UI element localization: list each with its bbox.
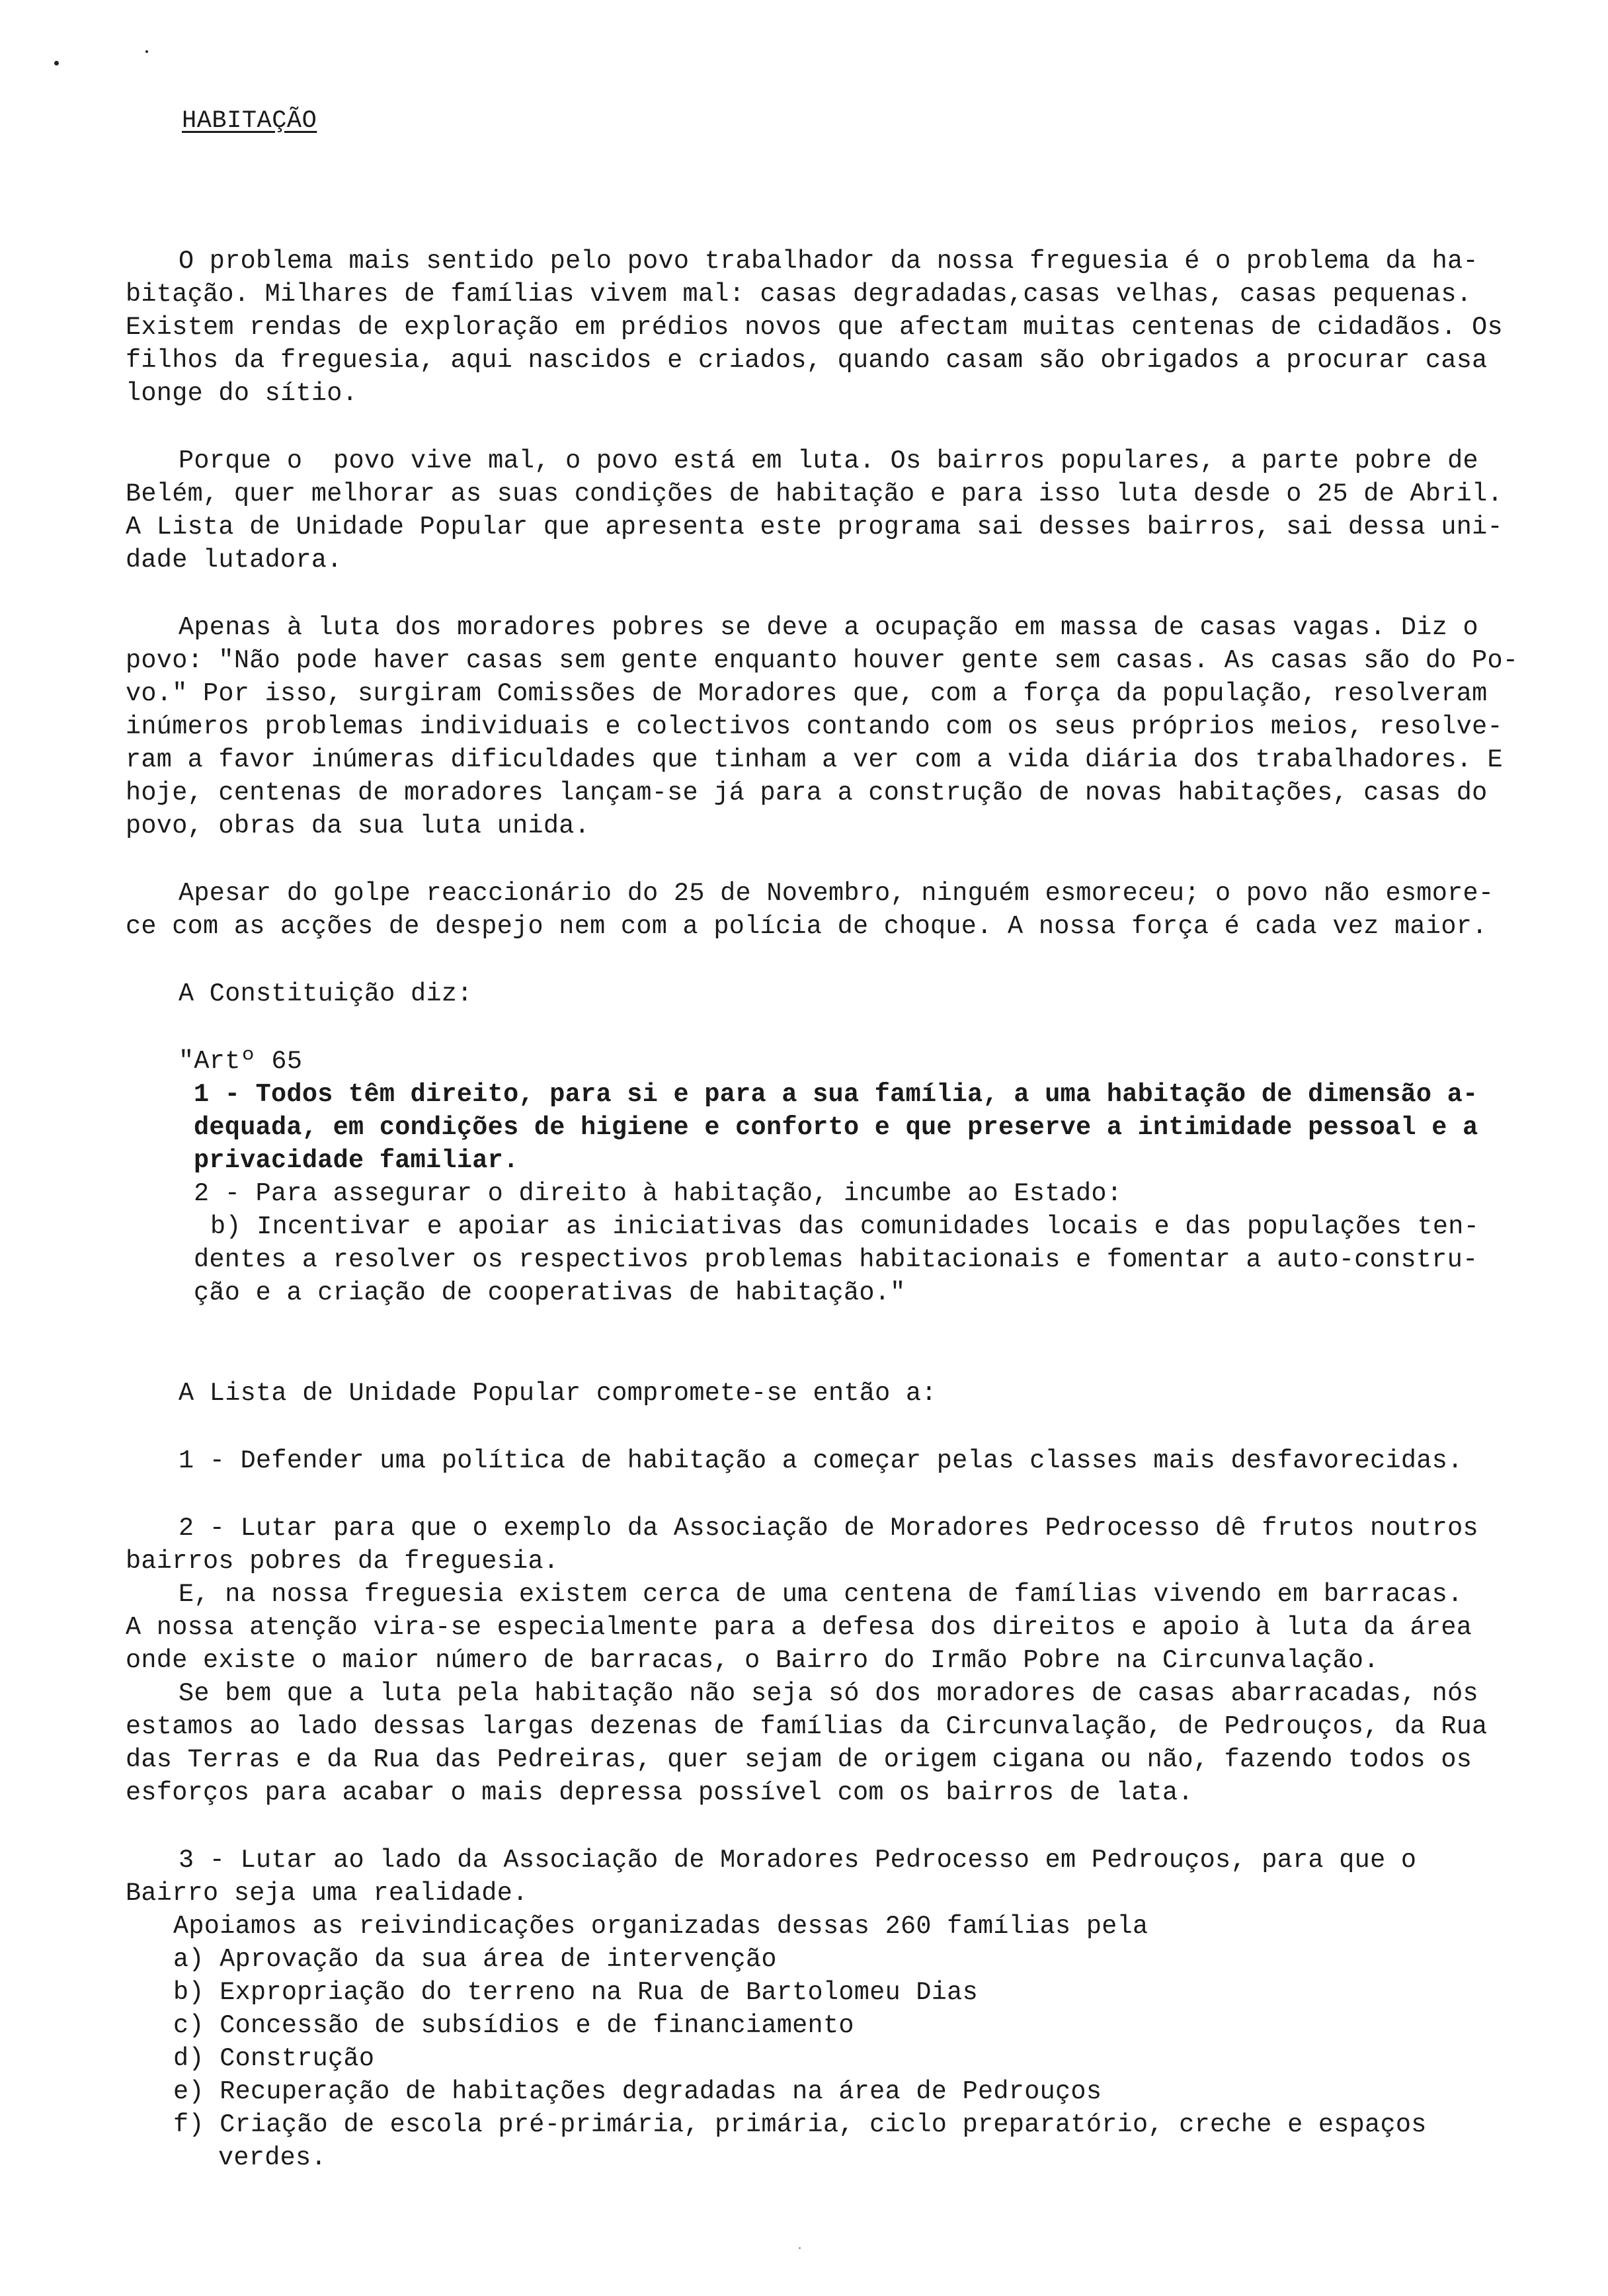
text-line: das Terras e da Rua das Pedreiras, quer sejam de origem cigana ou não, fazendo todos os xyxy=(126,1745,1472,1774)
text-line: longe do sítio. xyxy=(126,379,358,408)
scan-speck xyxy=(145,50,148,53)
text-line: hoje, centenas de moradores lançam-se já para a construção de novas habitações, casas do xyxy=(126,778,1488,807)
document-title: HABITAÇÃO xyxy=(182,107,317,135)
text-line: vo." Por isso, surgiram Comissões de Moradores que, com a força da população, resolveram xyxy=(126,679,1488,708)
text-line: Belém, quer melhorar as suas condições de habitação e para isso luta desde o 25 de Abril. xyxy=(126,479,1503,509)
text-line: ce com as acções de despejo nem com a polícia de choque. A nossa força é cada vez maior. xyxy=(126,912,1488,941)
text-line: Apenas à luta dos moradores pobres se deve a ocupação em massa de casas vagas. Diz o xyxy=(179,613,1478,642)
text-line: c) Concessão de subsídios e de financiamento xyxy=(173,2011,854,2040)
text-line: ção e a criação de cooperativas de habitação." xyxy=(194,1278,906,1307)
text-line: E, na nossa freguesia existem cerca de uma centena de famílias vivendo em barracas. xyxy=(179,1580,1463,1609)
text-line: dentes a resolver os respectivos problemas habitacionais e fomentar a auto-constru- xyxy=(194,1245,1478,1274)
text-line: 2 - Lutar para que o exemplo da Associação de Moradores Pedrocesso dê frutos noutros xyxy=(179,1514,1478,1543)
text-line: Existem rendas de exploração em prédios novos que afectam muitas centenas de cidadãos. Os xyxy=(126,313,1503,342)
text-line: Apoiamos as reivindicações organizadas dessas 260 famílias pela xyxy=(173,1912,1148,1941)
text-line: d) Construção xyxy=(173,2044,375,2073)
text-line: Apesar do golpe reaccionário do 25 de Novembro, ninguém esmoreceu; o povo não esmore- xyxy=(179,879,1494,908)
text-line: povo: "Não pode haver casas sem gente enquanto houver gente sem casas. As casas são do Po- xyxy=(126,646,1519,675)
scan-speck xyxy=(54,61,59,65)
text-line: privacidade familiar. xyxy=(194,1146,519,1175)
text-line: filhos da freguesia, aqui nascidos e criados, quando casam são obrigados a procurar casa xyxy=(126,346,1488,375)
text-line: bairros pobres da freguesia. xyxy=(126,1547,559,1576)
text-line: Se bem que a luta pela habitação não seja só dos moradores de casas abarracadas, nós xyxy=(179,1679,1478,1708)
text-line: A Lista de Unidade Popular que apresenta este programa sai desses bairros, sai dessa uni- xyxy=(126,512,1503,542)
text-line: bitação. Milhares de famílias vivem mal: casas degradadas,casas velhas, casas pequenas. xyxy=(126,280,1472,309)
text-line: O problema mais sentido pelo povo trabalhador da nossa freguesia é o problema da ha- xyxy=(179,247,1478,276)
text-line: esforços para acabar o mais depressa possível com os bairros de lata. xyxy=(126,1778,1193,1807)
text-line: inúmeros problemas individuais e colectivos contando com os seus próprios meios, resolve- xyxy=(126,712,1503,741)
text-line: Porque o povo vive mal, o povo está em luta. Os bairros populares, a parte pobre de xyxy=(179,446,1478,475)
text-line: 1 - Todos têm direito, para si e para a sua família, a uma habitação de dimensão a- xyxy=(194,1080,1478,1109)
scan-speck xyxy=(799,2247,801,2249)
text-line: b) Incentivar e apoiar as iniciativas das comunidades locais e das populações ten- xyxy=(210,1212,1480,1241)
text-line: dequada, em condições de higiene e conforto e que preserve a intimidade pessoal e a xyxy=(194,1113,1478,1142)
text-line: Bairro seja uma realidade. xyxy=(126,1879,528,1908)
text-line: verdes. xyxy=(218,2143,327,2172)
text-line: povo, obras da sua luta unida. xyxy=(126,811,590,840)
text-line: onde existe o maior número de barracas, o Bairro do Irmão Pobre na Circunvalação. xyxy=(126,1646,1379,1675)
text-line: A nossa atenção vira-se especialmente para a defesa dos direitos e apoio à luta da área xyxy=(126,1613,1472,1642)
text-line: 2 - Para assegurar o direito à habitação, incumbe ao Estado: xyxy=(194,1179,1123,1208)
text-line: "Artº 65 xyxy=(179,1047,303,1076)
text-line: dade lutadora. xyxy=(126,546,342,575)
text-line: f) Criação de escola pré-primária, primária, ciclo preparatório, creche e espaços xyxy=(173,2110,1427,2139)
text-line: ram a favor inúmeras dificuldades que tinham a ver com a vida diária dos trabalhadores. E xyxy=(126,745,1503,774)
text-line: b) Expropriação do terreno na Rua de Bartolomeu Dias xyxy=(173,1978,978,2007)
text-line: e) Recuperação de habitações degradadas na área de Pedrouços xyxy=(173,2077,1102,2106)
text-line: A Constituição diz: xyxy=(179,979,473,1008)
text-line: 3 - Lutar ao lado da Associação de Moradores Pedrocesso em Pedrouços, para que o xyxy=(179,1846,1417,1875)
text-line: estamos ao lado dessas largas dezenas de famílias da Circunvalação, de Pedrouços, da Rua xyxy=(126,1712,1488,1741)
text-line: 1 - Defender uma política de habitação a começar pelas classes mais desfavorecidas. xyxy=(179,1446,1463,1475)
text-line: a) Aprovação da sua área de intervenção xyxy=(173,1945,777,1974)
text-line: A Lista de Unidade Popular compromete-se então a: xyxy=(179,1379,937,1408)
